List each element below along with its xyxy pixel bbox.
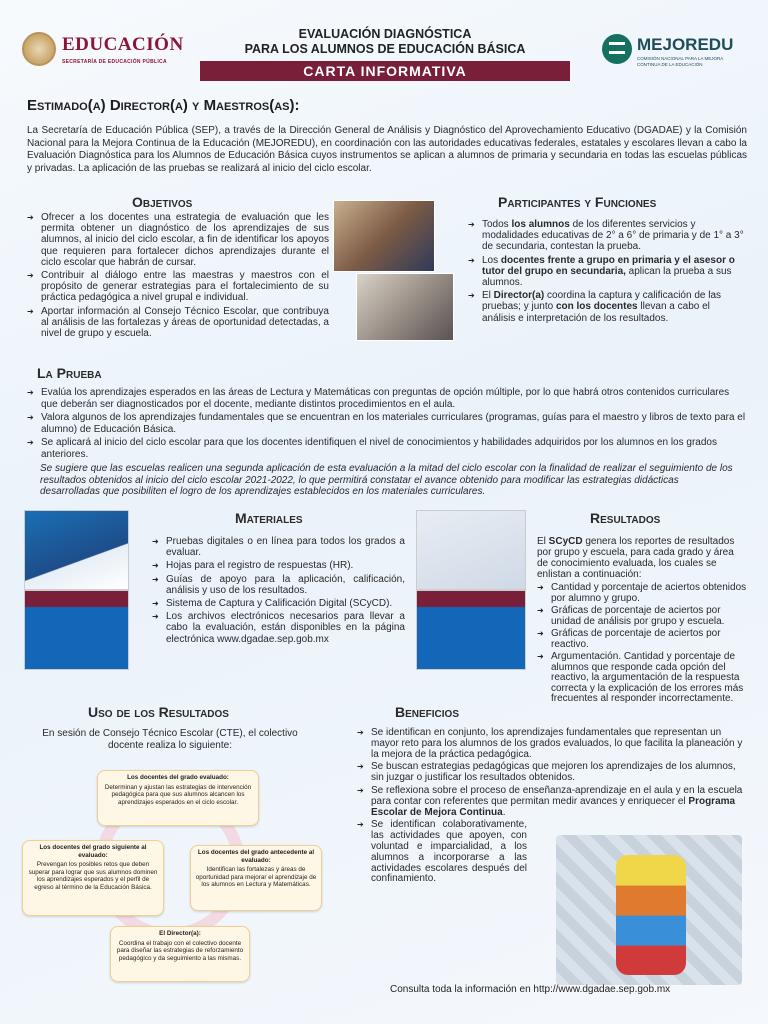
title-line-2: PARA LOS ALUMNOS DE EDUCACIÓN BÁSICA — [244, 42, 526, 56]
materiales-list — [152, 536, 405, 647]
list-item — [468, 255, 746, 289]
list-item: ➔ Aportar información al Consejo Técnico Escolar, que contribuya al análisis de las fortalezas y áreas de oportunidad detectadas, a nivel de grupo y escuela. — [27, 306, 329, 340]
list-item: ➜ Los archivos electrónicos necesarios para llevar a cabo la evaluación, están disponibles en la página electrónica www.dgadae.sep.gob.mx — [152, 611, 405, 645]
objetivos-heading: Objetivos — [132, 194, 193, 210]
intro-paragraph: La Secretaría de Educación Pública (SEP), a través de la Dirección General de Análisis y Diagnóstico del Aprovechamiento Educativo (DGADAE) y la Comisión Nacional para la Mejora Continua de la Educación (MEJOREDU), en coordinación con las autoridades educativas federales, estatales y escolares llevan a cabo la Evaluación Diagnóstica para los Alumnos de Educación Básica cuyos instrumentos se aplican a alumnos de primaria y secundaria en todas las escuelas públicas y privadas. La aplicación de las pruebas se realizará al inicio del ciclo escolar. — [27, 125, 747, 174]
text: Los — [482, 254, 501, 266]
text: coordina la captura y calificación de las pruebas; y junto — [482, 290, 722, 313]
resultados-list — [537, 583, 747, 707]
greeting-heading: Estimado(a) Director(a) y Maestros(as): — [27, 97, 300, 114]
list-item: ➔ Se buscan estrategias pedagógicas que mejoren los aprendizajes de los alumnos, sin juzgar o justificar los resultados obtenidos. — [357, 762, 747, 784]
resultados-heading: Resultados — [590, 510, 661, 526]
list-item: ➔ Evalúa los aprendizajes esperados en las áreas de Lectura y Matemáticas con preguntas de opción múltiple, por lo que habrá otros contenidos curriculares que deberán ser diagnosticados por el docente, mediante distintos procedimientos en el aula. — [27, 387, 747, 410]
prueba-note: Se sugiere que las escuelas realicen una segunda aplicación de esta evaluación a la mitad del ciclo escolar con la finalidad de realizar el seguimiento de los resultados obtenidos al inicio del ciclo escolar 2021-2022, lo que permitirá constatar el avance obtenido para modificar las estrategias didácticas desarrolladas que posibiliten el logro de los aprendizajes establecidos en los materiales curriculares. — [40, 463, 733, 498]
banner-title: CARTA INFORMATIVA — [200, 61, 570, 81]
title-line-1: EVALUACIÓN DIAGNÓSTICA — [298, 27, 472, 41]
box-text: Determinan y ajustan las estrategias de intervención pedagógica para que sus alumnos alcancen los aprendizajes esperados en el ciclo escolar. — [104, 783, 252, 806]
list-item: ➜ Hojas para el registro de respuestas (HR). — [152, 560, 405, 571]
bold-text: los alumnos — [511, 219, 570, 230]
box-title: Los docentes del grado evaluado: — [127, 774, 229, 781]
list-item — [357, 786, 747, 818]
cycle-box-grado-antecedente — [190, 845, 322, 911]
mexico-seal-icon — [22, 32, 56, 66]
list-item: ➜ Pruebas digitales o en línea para todos los grados a evaluar. — [152, 536, 405, 558]
classroom-photo-2 — [356, 273, 454, 341]
bold-text: Programa Escolar de Mejora Continua — [371, 795, 736, 818]
puzzle-figures-image — [556, 835, 742, 985]
prueba-heading: La Prueba — [37, 365, 102, 381]
box-text: Prevengan los posibles retos que deben superar para lograr que sus alumnos dominen los aprendizajes esperados y el perfil de egreso al término de la Educación Básica. — [28, 861, 158, 891]
uso-intro: En sesión de Consejo Técnico Escolar (CTE), el colectivo docente realiza lo siguiente: — [42, 728, 298, 751]
cycle-box-grado-evaluado — [97, 770, 259, 826]
beneficios-heading: Beneficios — [395, 704, 460, 720]
digital-exam-cover-image-2 — [416, 590, 526, 670]
list-item: ➜ Sistema de Captura y Calificación Digital (SCyCD). — [152, 598, 405, 609]
classroom-photo-1 — [333, 200, 435, 272]
digital-exam-cover-image — [24, 590, 129, 670]
text: llevan a cabo el análisis e interpretación de los resultados. — [482, 301, 710, 324]
participantes-list — [468, 219, 746, 326]
bold-text: docentes frente a grupo en primaria y el asesor o tutor del grupo en secundaria, — [482, 254, 735, 277]
list-item: ➜ Gráficas de porcentaje de aciertos por reactivo. — [537, 629, 747, 650]
guide-cover-image — [24, 510, 129, 590]
scycd-cover-image — [416, 510, 526, 590]
list-item: ➔ Se aplicará al inicio del ciclo escolar para que los docentes identifiquen el nivel de conocimientos y habilidades adquiridos por los alumnos en los grados anteriores. — [27, 437, 747, 460]
footer-link-text: Consulta toda la información en http://www.dgadae.sep.gob.mx — [390, 984, 671, 995]
bold-text: con los docentes — [555, 301, 638, 313]
sep-logo-text: EDUCACIÓN — [62, 34, 184, 55]
text: Se reflexiona sobre el proceso de enseñanza-aprendizaje en el aula y en la escuela para contar con referentes que permitan medir avances y enriquecer el — [371, 784, 743, 807]
box-title: El Director(a): — [159, 930, 201, 937]
page-title — [200, 27, 570, 57]
list-item: ➜ Cantidad y porcentaje de aciertos obtenidos por alumno y grupo. — [537, 583, 747, 604]
bold-text: Director(a) — [493, 290, 545, 302]
sep-logo — [22, 32, 192, 72]
objetivos-list — [27, 212, 329, 341]
text: El — [537, 536, 549, 547]
mejoredu-logo-text: MEJOREDU — [637, 35, 734, 54]
box-text: Identifican las fortalezas y áreas de oportunidad para mejorar el aprendizaje de los alumnos en Lectura y Matemáticas. — [195, 866, 317, 889]
text: aplican la prueba a sus alumnos. — [482, 265, 732, 289]
text: El — [482, 290, 494, 302]
list-item — [468, 219, 746, 253]
cycle-box-grado-siguiente — [22, 840, 164, 916]
text: de los diferentes servicios y modalidades educativas de 2° a 6° de primaria y de 1° a 3° de secundaria, contestan la prueba. — [482, 219, 744, 253]
list-item: ➜ Guías de apoyo para la aplicación, calificación, análisis y uso de los resultados. — [152, 574, 405, 596]
mejoredu-logo — [602, 32, 752, 72]
list-item: ➜ Argumentación. Cantidad y porcentaje de alumnos que responde cada opción del reactivo, la argumentación de la respuesta correcta y la explicación de los errores más frecuentes al responder incorrectamente. — [537, 652, 747, 705]
uso-heading: Uso de los Resultados — [88, 704, 229, 720]
sep-logo-subtitle: SECRETARÍA DE EDUCACIÓN PÚBLICA — [62, 59, 167, 65]
box-title: Los docentes del grado siguiente al evaluado: — [39, 844, 147, 859]
list-item: ➔ Se identifican en conjunto, los aprendizajes fundamentales que representan un mayor reto para los alumnos de los grados evaluados, lo que facilita la planeación y la mejora de la práctica pedagógica. — [357, 728, 747, 760]
cycle-box-director — [110, 926, 250, 982]
list-item — [468, 290, 746, 324]
materiales-heading: Materiales — [235, 510, 303, 526]
list-item: ➔ Valora algunos de los aprendizajes fundamentales que se encuentran en los materiales curriculares (programas, guías para el maestro y libros de texto para el alumno) de Educación Básica. — [27, 412, 747, 435]
text: Todos — [482, 219, 512, 230]
text: genera los reportes de resultados por grupo y escuela, para cada grado y área de conocimiento evaluada, los cuales se enlistan a continuación: — [537, 536, 735, 580]
list-item: ➔ Se identifican colaborativamente, las actividades que apoyen, con voluntad e imparcialidad, a los alumnos a incorporarse a las actividades escolares después del confinamiento. — [357, 820, 527, 885]
bold-text: SCyCD — [548, 536, 583, 547]
list-item: ➔ Contribuir al diálogo entre las maestras y maestros con el propósito de generar estrategias para el fortalecimiento de su práctica pedagógica a nivel grupal e individual. — [27, 270, 329, 304]
list-item: ➔ Ofrecer a los docentes una estrategia de evaluación que les permita obtener un diagnóstico de los aprendizajes de sus alumnos, al inicio del ciclo escolar, a fin de identificar los apoyos que requieren para fortalecer dichos aprendizajes durante el ciclo escolar que habrán de cursar. — [27, 212, 329, 268]
box-text: Coordina el trabajo con el colectivo docente para diseñar las estrategias de reforzamiento pedagógico y da seguimiento a las mismas. — [116, 939, 244, 962]
participantes-heading: Participantes y Funciones — [498, 194, 657, 210]
mejoredu-logo-subtitle: COMISIÓN NACIONAL PARA LA MEJORA CONTINUA DE LA EDUCACIÓN — [637, 56, 724, 67]
text: . — [502, 806, 506, 818]
mejoredu-emblem-icon — [602, 34, 632, 64]
resultados-intro — [537, 536, 747, 580]
box-title: Los docentes del grado antecedente al evaluado: — [197, 849, 315, 864]
prueba-list — [27, 387, 747, 462]
list-item: ➜ Gráficas de porcentaje de aciertos por unidad de análisis por grupo y escuela. — [537, 606, 747, 627]
